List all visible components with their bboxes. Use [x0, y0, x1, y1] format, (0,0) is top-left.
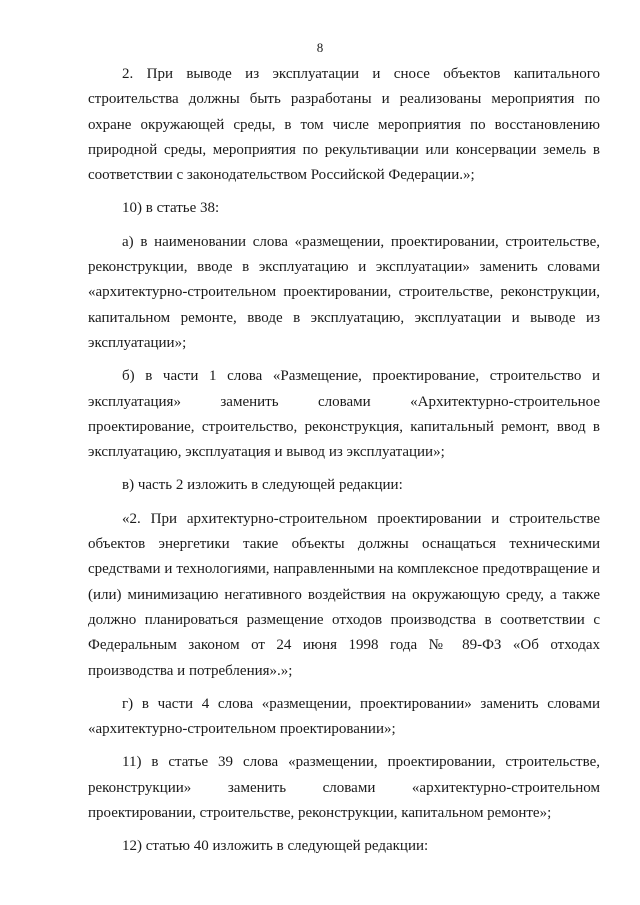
paragraph-item-12: 12) статью 40 изложить в следующей редакции:	[122, 838, 429, 855]
paragraph-item-v: в) часть 2 изложить в следующей редакции:	[122, 477, 403, 494]
paragraph-item-a: а) в наименовании слова «размещении, проектировании, строительстве, реконструкции, вводе в эксплуатацию и эксплуатации» заменить словами «архитектурно-строительном проектировании, строительстве, реконструкции, капитальном ремонте, вводе в эксплуатацию, эксплуатации и выводе из эксплуатации»;	[88, 233, 600, 351]
paragraph-item-11: 11) в статье 39 слова «размещении, проектировании, строительстве, реконструкции» заменить словами «архитектурно-строительном проектировании, строительстве, реконструкции, капитальном ремонте»;	[88, 754, 600, 822]
paragraph-item-b: б) в части 1 слова «Размещение, проектирование, строительство и эксплуатация» заменить словами «Архитектурно-строительное проектирование, строительство, реконструкция, капитальный ремонт, ввод в эксплуатацию, эксплуатация и вывод из эксплуатации»;	[88, 368, 600, 461]
page-number: 8	[316, 40, 324, 55]
document-body	[88, 62, 600, 860]
paragraph-energy-objects: «2. При архитектурно-строительном проектировании и строительстве объектов энергетики такие объекты должны оснащаться техническими средствами и технологиями, направленными на комплексное предотвращение и (или) минимизацию негативного воздействия на окружающую среду, а также должно планироваться размещение отходов производства в соответствии с Федеральным законом от 24 июня 1998 года № 89-ФЗ «Об отходах производства и потребления».»;	[88, 510, 600, 679]
paragraph-item-g: г) в части 4 слова «размещении, проектировании» заменить словами «архитектурно-строительном проектировании»;	[88, 695, 600, 738]
paragraph-environment-protection: 2. При выводе из эксплуатации и сносе объектов капитального строительства должны быть разработаны и реализованы мероприятия по охране окружающей среды, в том числе мероприятия по восстановлению природной среды, мероприятия по рекультивации или консервации земель в соответствии с законодательством Российской Федерации.»;	[88, 66, 600, 184]
paragraph-item-10: 10) в статье 38:	[122, 200, 220, 217]
